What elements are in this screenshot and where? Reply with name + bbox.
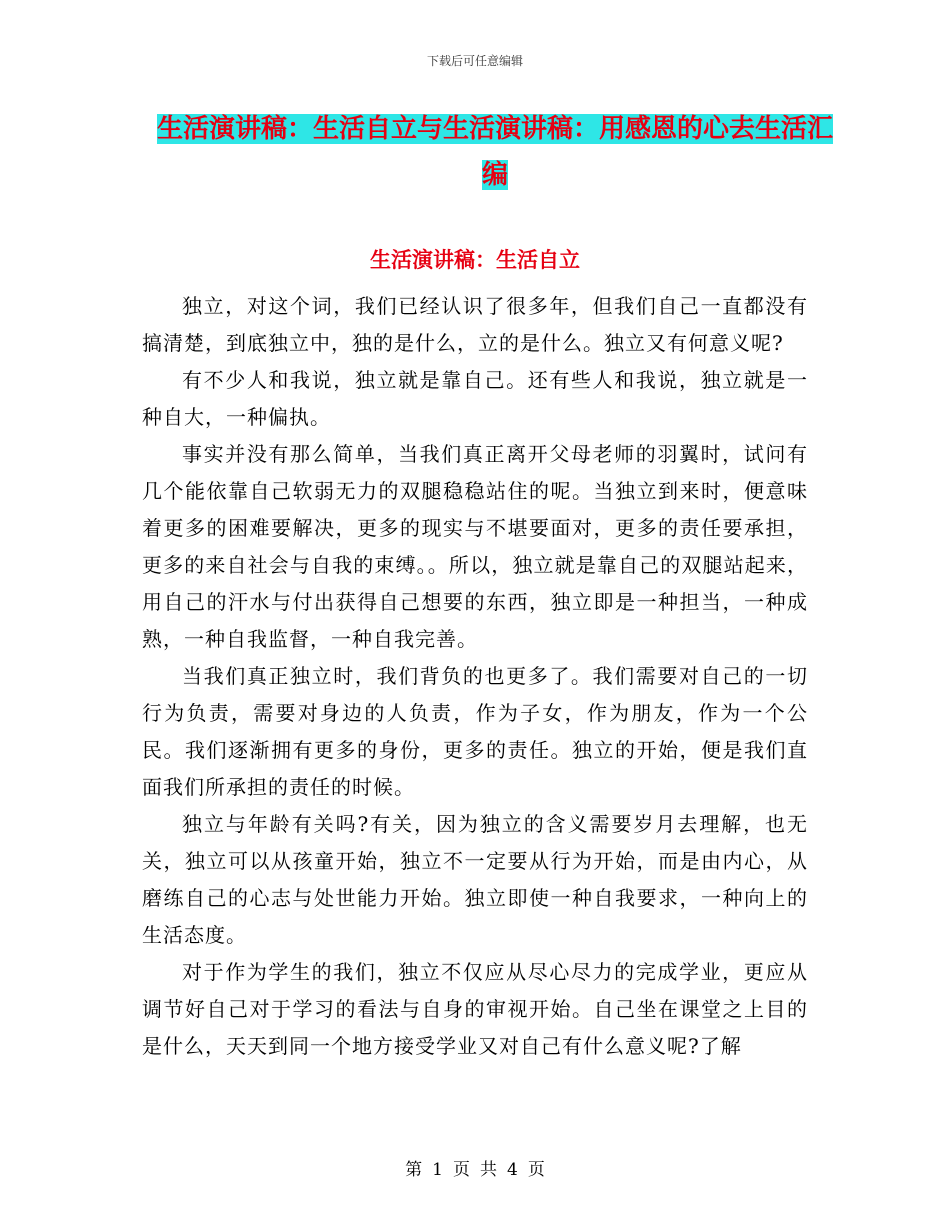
footer-suffix: 页 xyxy=(527,1160,545,1180)
paragraph-1: 独立，对这个词，我们已经认识了很多年，但我们自己一直都没有搞清楚，到底独立中，独的是什么，立的是什么。独立又有何意义呢? xyxy=(142,294,808,355)
header-note: 下载后可任意编辑 xyxy=(426,54,523,68)
page-footer xyxy=(0,1155,950,1180)
paragraph-2: 有不少人和我说，独立就是靠自己。还有些人和我说，独立就是一种自大，一种偏执。 xyxy=(142,368,808,429)
footer-page-label: 页 xyxy=(453,1160,470,1180)
paragraph-5: 独立与年龄有关吗?有关，因为独立的含义需要岁月去理解，也无关，独立可以从孩童开始，独立不一定要从行为开始，而是由内心，从磨练自己的心志与处世能力开始。独立即使一种自我要求，一种向上的生活态度。 xyxy=(142,812,808,947)
footer-prefix: 第 xyxy=(405,1160,423,1180)
footer-total-pages: 4 xyxy=(507,1160,518,1180)
footer-page-number: 1 xyxy=(432,1160,443,1180)
paragraph-6: 对于作为学生的我们，独立不仅应从尽心尽力的完成学业，更应从调节好自己对于学习的看法与自身的审视开始。自己坐在课堂之上目的是什么，天天到同一个地方接受学业又对自己有什么意义呢?了解 xyxy=(142,960,808,1058)
paragraph-3: 事实并没有那么简单，当我们真正离开父母老师的羽翼时，试问有几个能依靠自己软弱无力的双腿稳稳站住的呢。当独立到来时，便意味着更多的困难要解决，更多的现实与不堪要面对，更多的责任要承担，更多的来自社会与自我的束缚。。所以，独立就是靠自己的双腿站起来，用自己的汗水与付出获得自己想要的东西，独立即是一种担当，一种成熟，一种自我监督，一种自我完善。 xyxy=(142,442,808,651)
section-title: 生活演讲稿：生活自立 xyxy=(370,247,580,272)
document-body xyxy=(142,288,808,1065)
document-title xyxy=(150,106,840,198)
document-title-text: 生活演讲稿：生活自立与生活演讲稿：用感恩的心去生活汇编 xyxy=(156,114,833,190)
footer-total-label: 共 xyxy=(480,1160,497,1180)
paragraph-4: 当我们真正独立时，我们背负的也更多了。我们需要对自己的一切行为负责，需要对身边的人负责，作为子女，作为朋友，作为一个公民。我们逐渐拥有更多的身份，更多的责任。独立的开始，便是我们直面我们所承担的责任的时候。 xyxy=(142,664,808,799)
